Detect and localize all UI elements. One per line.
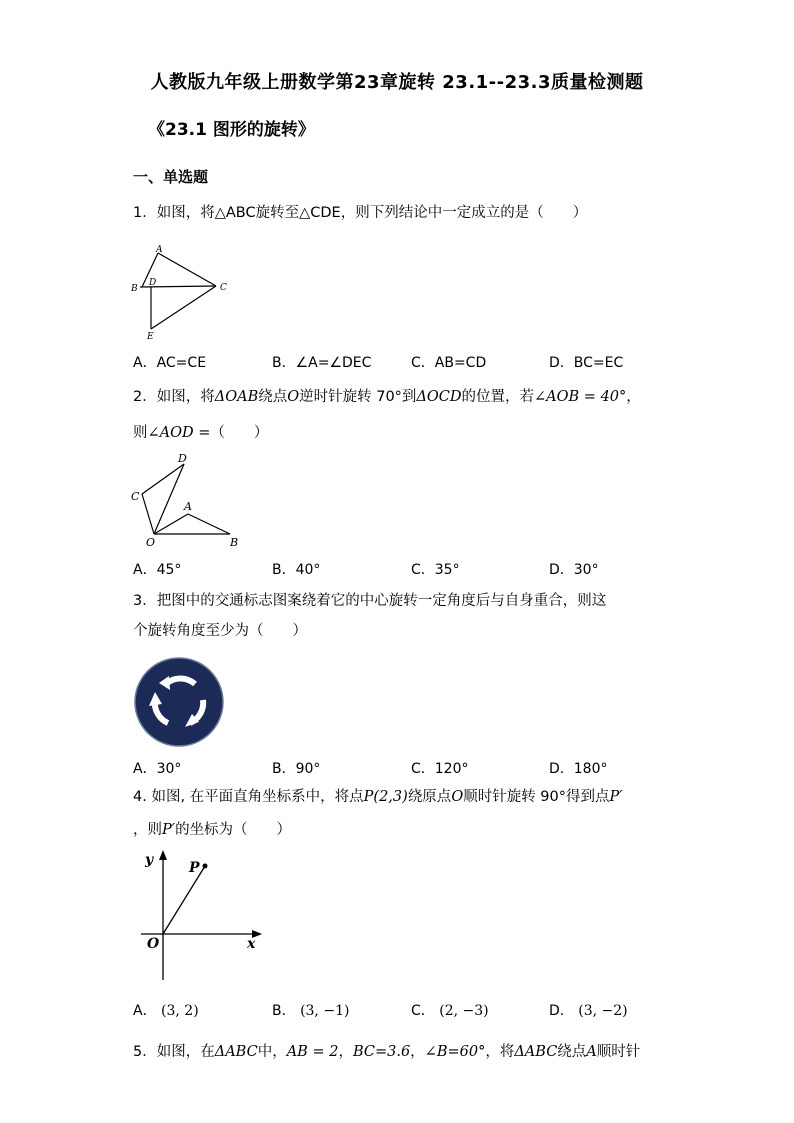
q5-side-bc: BC=3.6 [352, 1044, 411, 1060]
q1-label-d: D [149, 278, 157, 288]
q5-text-part: 5．如图，在 [133, 1044, 215, 1060]
q2-option-b[interactable]: B．40° [272, 562, 321, 578]
q2-label-d: D [178, 452, 187, 465]
q2-angle-aob: ∠AOB = 40° [534, 389, 627, 405]
q2-option-a[interactable]: A．45° [133, 562, 182, 578]
question-2-line-1 [133, 387, 641, 407]
question-1-text: 1．如图，将△ABC旋转至△CDE，则下列结论中一定成立的是（ ） [133, 205, 588, 221]
q4-point-p: P(2,3) [363, 789, 408, 805]
q5-text-part: ，将 [485, 1044, 515, 1060]
q4-point-p-prime: P′ [162, 822, 176, 838]
q5-text-part: 绕点 [557, 1044, 587, 1060]
question-2-figure [128, 450, 248, 550]
q4-option-value: (3, 2) [161, 1003, 199, 1019]
section-heading: 一、单选题 [133, 168, 209, 186]
q4-label-p: P [189, 860, 200, 876]
q5-side-ab: AB = 2 [286, 1044, 339, 1060]
question-2-line-2 [133, 423, 268, 443]
q4-option-letter: B． [272, 1003, 296, 1019]
q4-origin-o: O [451, 789, 464, 805]
q4-text-part: 4. 如图, 在平面直角坐标系中，将点 [133, 789, 364, 805]
q2-label-a: A [184, 500, 192, 513]
q2-option-c[interactable]: C．35° [411, 562, 460, 578]
q4-option-letter: A． [133, 1003, 157, 1019]
q4-option-letter: C． [411, 1003, 435, 1019]
q4-option-value: (2, −3) [439, 1003, 489, 1019]
q5-text-part: 中， [257, 1044, 287, 1060]
q5-text-part: ， [338, 1044, 353, 1060]
question-4-line-2 [133, 820, 291, 840]
q4-option-a[interactable] [133, 1000, 199, 1020]
roundabout-sign-icon [133, 656, 225, 748]
q2-label-c: C [131, 490, 140, 503]
q1-option-d[interactable]: D．BC=EC [549, 355, 624, 371]
q1-option-a[interactable]: A．AC=CE [133, 355, 207, 371]
q5-point-a: A [586, 1044, 597, 1060]
question-1-figure [130, 243, 240, 343]
q2-point-o: O [287, 389, 300, 405]
q4-text-part: 的坐标为（ ） [175, 822, 292, 838]
q2-option-d[interactable]: D．30° [549, 562, 599, 578]
q4-point-p-prime: P′ [609, 789, 623, 805]
q2-text-part: 则 [133, 425, 148, 441]
q4-option-letter: D． [549, 1003, 574, 1019]
question-3-line-1: 3．把图中的交通标志图案绕着它的中心旋转一定角度后与自身重合，则这 [133, 593, 607, 609]
q5-text-part: 顺时针 [596, 1044, 641, 1060]
q3-option-c[interactable]: C．120° [411, 761, 469, 777]
q4-option-value: (3, −2) [578, 1003, 628, 1019]
q2-label-o: O [146, 536, 156, 549]
q4-option-d[interactable] [549, 1000, 628, 1020]
q1-label-e: E [147, 332, 154, 342]
q2-angle-aod: ∠AOD = [147, 425, 211, 441]
q5-angle-b: ∠B=60° [424, 1044, 486, 1060]
q2-text-part: 逆时针旋转 70°到 [299, 389, 417, 405]
page-title: 人教版九年级上册数学第23章旋转 23.1--23.3质量检测题 [150, 72, 644, 93]
q1-label-a: A [156, 245, 163, 255]
q2-text-part: 2．如图，将 [133, 389, 215, 405]
question-4-figure [133, 848, 263, 982]
q1-option-c[interactable]: C．AB=CD [411, 355, 487, 371]
q3-option-a[interactable]: A．30° [133, 761, 182, 777]
q5-triangle-abc: ΔABC [214, 1044, 258, 1060]
q2-triangle-ocd: ΔOCD [416, 389, 462, 405]
q4-text-part: 绕原点 [407, 789, 452, 805]
q4-text-part: 顺时针旋转 90°得到点 [463, 789, 610, 805]
q4-label-o: O [147, 936, 160, 952]
q4-label-y: y [145, 852, 154, 868]
question-5-line-1 [133, 1042, 640, 1062]
question-3-line-2: 个旋转角度至少为（ ） [133, 623, 307, 639]
q2-text-part: （ ） [210, 425, 269, 441]
q4-text-part: ，则 [133, 822, 162, 838]
q2-text-part: 绕点 [258, 389, 288, 405]
q4-option-c[interactable] [411, 1000, 489, 1020]
page-subtitle: 《23.1 图形的旋转》 [148, 120, 315, 140]
q3-option-b[interactable]: B．90° [272, 761, 321, 777]
question-4-line-1 [133, 787, 623, 807]
q1-label-b: B [131, 284, 138, 294]
q2-text-part: 的位置，若 [461, 389, 535, 405]
q3-option-d[interactable]: D．180° [549, 761, 608, 777]
q5-triangle-abc: ΔABC [514, 1044, 558, 1060]
q4-option-value: (3, −1) [300, 1003, 350, 1019]
q1-label-c: C [220, 283, 227, 293]
q2-triangle-oab: ΔOAB [214, 389, 259, 405]
q2-text-part: ， [626, 389, 641, 405]
q4-option-b[interactable] [272, 1000, 349, 1020]
q5-text-part: ， [410, 1044, 425, 1060]
q4-label-x: x [247, 936, 256, 952]
q2-label-b: B [230, 536, 239, 549]
q1-option-b[interactable]: B．∠A=∠DEC [272, 355, 372, 371]
